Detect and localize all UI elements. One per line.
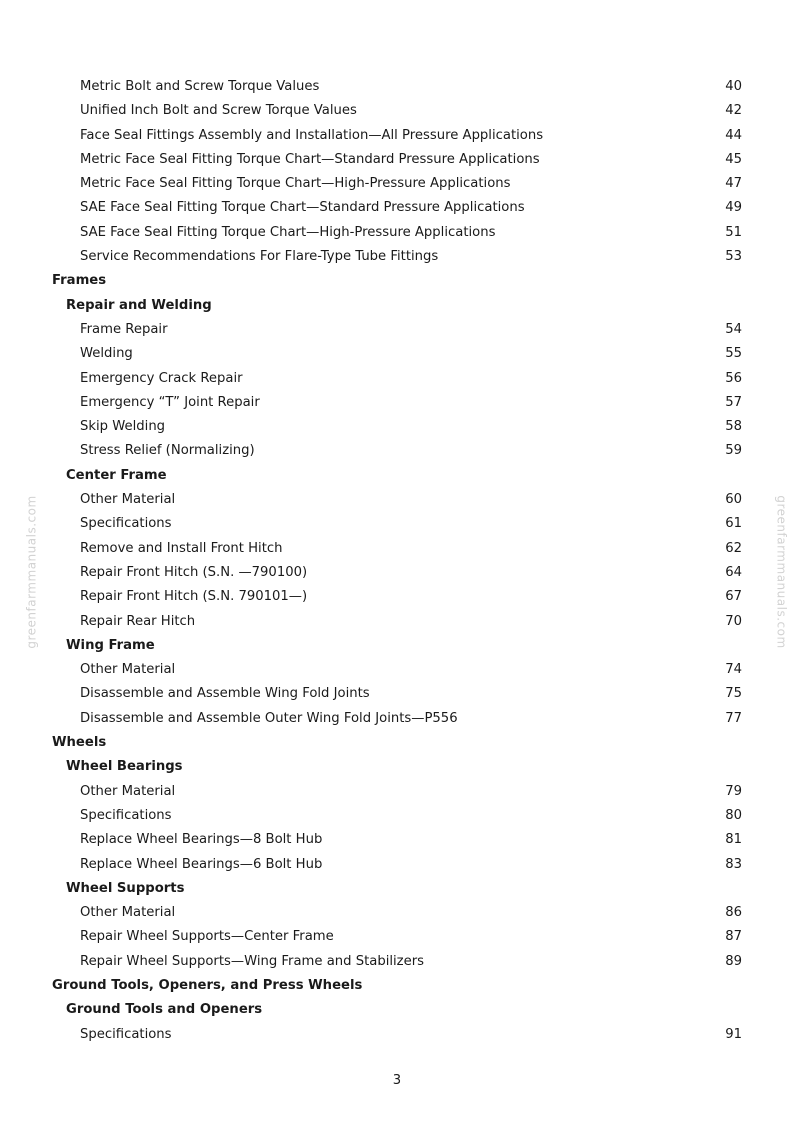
toc-entry[interactable] — [52, 439, 742, 463]
toc-entry-title: Service Recommendations For Flare-Type Tube Fittings — [80, 249, 439, 265]
toc-entry-page-number: 67 — [725, 589, 742, 605]
toc-entry[interactable] — [52, 342, 742, 366]
toc-entry-title: Welding — [80, 346, 133, 362]
toc-section-heading — [52, 269, 742, 293]
toc-entry-title: Specifications — [80, 1026, 172, 1042]
toc-entry-title: Frame Repair — [80, 321, 168, 337]
toc-entry-title: Wing Frame — [66, 637, 155, 653]
toc-entry-page-number: 79 — [725, 783, 742, 799]
toc-entry-page-number: 61 — [725, 516, 742, 532]
toc-entry[interactable] — [52, 391, 742, 415]
toc-entry[interactable] — [52, 99, 742, 123]
toc-entry-title: Ground Tools and Openers — [66, 1002, 263, 1018]
toc-entry-page-number: 60 — [725, 492, 742, 508]
toc-entry-page-number: 83 — [725, 856, 742, 872]
toc-entry-page-number: 87 — [725, 929, 742, 945]
toc-entry-title: Skip Welding — [80, 419, 166, 435]
toc-entry-page-number: 59 — [725, 443, 742, 459]
toc-entry-page-number: 75 — [725, 686, 742, 702]
toc-entry[interactable] — [52, 537, 742, 561]
toc-entry-page-number: 45 — [725, 151, 742, 167]
toc-entry[interactable] — [52, 512, 742, 536]
toc-entry[interactable] — [52, 488, 742, 512]
toc-entry[interactable] — [52, 610, 742, 634]
toc-entry[interactable] — [52, 707, 742, 731]
toc-entry-page-number: 81 — [725, 832, 742, 848]
toc-entry-page-number: 51 — [725, 224, 742, 240]
toc-entry-title: Replace Wheel Bearings—8 Bolt Hub — [80, 832, 323, 848]
toc-entry-title: Wheels — [52, 735, 107, 751]
toc-entry[interactable] — [52, 828, 742, 852]
toc-entry-page-number: 47 — [725, 176, 742, 192]
toc-entry-page-number: 89 — [725, 953, 742, 969]
toc-entry-page-number: 56 — [725, 370, 742, 386]
toc-entry-title: Metric Face Seal Fitting Torque Chart—Standard Pressure Applications — [80, 151, 540, 167]
toc-entry-title: Remove and Install Front Hitch — [80, 540, 283, 556]
toc-entry[interactable] — [52, 561, 742, 585]
toc-entry-page-number: 58 — [725, 419, 742, 435]
toc-subsection-heading — [52, 294, 742, 318]
toc-entry-title: Other Material — [80, 492, 176, 508]
table-of-contents — [52, 75, 742, 1047]
toc-entry-title: Center Frame — [66, 467, 167, 483]
toc-entry[interactable] — [52, 585, 742, 609]
toc-entry-title: Metric Bolt and Screw Torque Values — [80, 79, 320, 94]
toc-entry-title: Metric Face Seal Fitting Torque Chart—High-Pressure Applications — [80, 176, 511, 192]
toc-subsection-heading — [52, 755, 742, 779]
toc-entry-title: Disassemble and Assemble Wing Fold Joints — [80, 686, 370, 702]
toc-entry-page-number: 86 — [725, 905, 742, 921]
toc-entry[interactable] — [52, 124, 742, 148]
toc-entry[interactable] — [52, 415, 742, 439]
toc-entry-title: Disassemble and Assemble Outer Wing Fold Joints—P556 — [80, 710, 458, 726]
toc-section-heading — [52, 974, 742, 998]
toc-entry[interactable] — [52, 853, 742, 877]
toc-entry-title: Other Material — [80, 905, 176, 921]
toc-entry-page-number: 54 — [725, 321, 742, 337]
toc-entry-title: Specifications — [80, 516, 172, 532]
toc-entry[interactable] — [52, 172, 742, 196]
toc-entry-title: Stress Relief (Normalizing) — [80, 443, 255, 459]
toc-subsection-heading — [52, 464, 742, 488]
toc-entry-page-number: 44 — [725, 127, 742, 143]
toc-entry-title: Unified Inch Bolt and Screw Torque Values — [80, 103, 357, 119]
toc-entry-title: Emergency Crack Repair — [80, 370, 243, 386]
toc-entry[interactable] — [52, 780, 742, 804]
toc-entry-page-number: 53 — [725, 249, 742, 265]
toc-section-heading — [52, 731, 742, 755]
toc-entry-title: Specifications — [80, 807, 172, 823]
toc-entry-title: Emergency “T” Joint Repair — [80, 394, 260, 410]
toc-entry[interactable] — [52, 950, 742, 974]
page-number: 3 — [392, 1073, 402, 1088]
toc-entry[interactable] — [52, 245, 742, 269]
toc-entry[interactable] — [52, 318, 742, 342]
toc-entry[interactable] — [52, 367, 742, 391]
toc-entry-title: Face Seal Fittings Assembly and Installation—All Pressure Applications — [80, 127, 544, 143]
toc-entry-page-number: 40 — [725, 79, 742, 94]
toc-entry-title: Ground Tools, Openers, and Press Wheels — [52, 977, 363, 993]
toc-entry[interactable] — [52, 221, 742, 245]
toc-entry-page-number: 57 — [725, 394, 742, 410]
toc-entry[interactable] — [52, 75, 742, 99]
toc-entry-page-number: 49 — [725, 200, 742, 216]
toc-entry-title: Other Material — [80, 662, 176, 678]
toc-entry-title: Wheel Bearings — [66, 759, 183, 775]
toc-entry-page-number: 70 — [725, 613, 742, 629]
toc-entry-title: Replace Wheel Bearings—6 Bolt Hub — [80, 856, 323, 872]
toc-entry[interactable] — [52, 901, 742, 925]
toc-subsection-heading — [52, 998, 742, 1022]
toc-entry-title: Frames — [52, 273, 107, 289]
toc-entry[interactable] — [52, 925, 742, 949]
toc-entry[interactable] — [52, 682, 742, 706]
toc-entry[interactable] — [52, 1023, 742, 1047]
toc-entry-title: Repair Front Hitch (S.N. —790100) — [80, 564, 308, 580]
toc-entry-title: Repair Wheel Supports—Center Frame — [80, 929, 334, 945]
toc-entry-title: Repair Rear Hitch — [80, 613, 196, 629]
toc-entry-page-number: 91 — [725, 1026, 742, 1042]
toc-entry-title: SAE Face Seal Fitting Torque Chart—High-Pressure Applications — [80, 224, 496, 240]
toc-entry[interactable] — [52, 196, 742, 220]
toc-entry-title: Wheel Supports — [66, 880, 185, 896]
toc-entry-title: Other Material — [80, 783, 176, 799]
toc-entry-page-number: 55 — [725, 346, 742, 362]
toc-entry[interactable] — [52, 658, 742, 682]
toc-entry[interactable] — [52, 804, 742, 828]
toc-entry-title: Repair Wheel Supports—Wing Frame and Stabilizers — [80, 953, 425, 969]
toc-subsection-heading — [52, 877, 742, 901]
toc-entry-page-number: 80 — [725, 807, 742, 823]
toc-entry-title: Repair and Welding — [66, 297, 212, 313]
toc-subsection-heading — [52, 634, 742, 658]
toc-entry-page-number: 64 — [725, 564, 742, 580]
watermark-left: greenfarmmanuals.com — [24, 495, 39, 649]
toc-entry-page-number: 77 — [725, 710, 742, 726]
toc-entry-title: SAE Face Seal Fitting Torque Chart—Standard Pressure Applications — [80, 200, 525, 216]
watermark-right: greenfarmmanuals.com — [774, 495, 789, 649]
toc-entry-page-number: 74 — [725, 662, 742, 678]
toc-entry[interactable] — [52, 148, 742, 172]
toc-entry-title: Repair Front Hitch (S.N. 790101—) — [80, 589, 308, 605]
toc-entry-page-number: 42 — [725, 103, 742, 119]
toc-entry-page-number: 62 — [725, 540, 742, 556]
